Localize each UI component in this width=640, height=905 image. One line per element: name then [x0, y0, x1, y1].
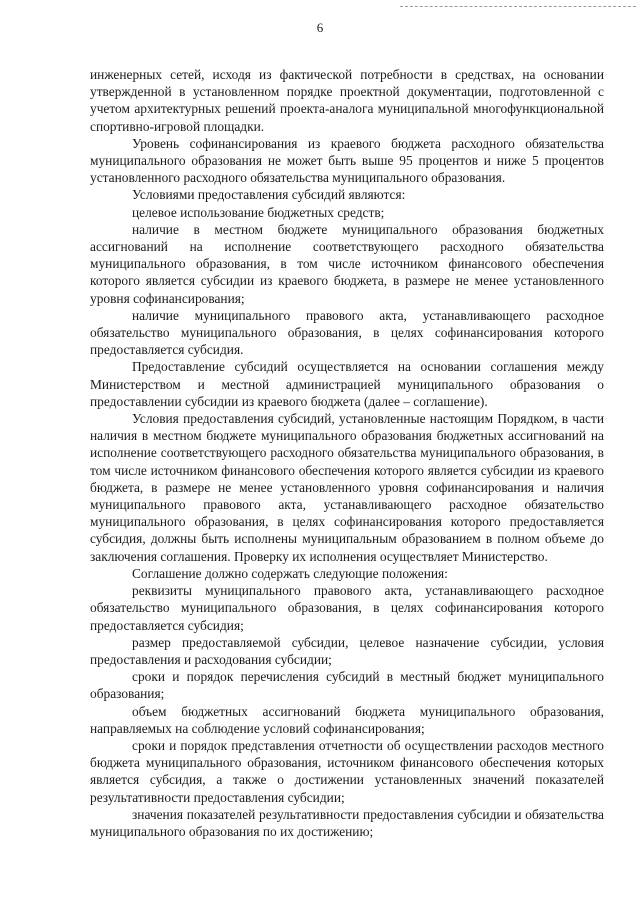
list-item: размер предоставляемой субсидии, целевое назначение субсидии, условия предоставления и расходования субсидии;: [90, 634, 604, 667]
paragraph: Условия предоставления субсидий, установленные настоящим Порядком, в части наличия в местном бюджете муниципального образования бюджетных ассигнований на исполнение соответствующего расходного обязательства муниципального образования, в том числе источником финансового обеспечения которого является субсидии из краевого бюджета, в размере не менее установленного уровня софинансирования и наличия муниципального правового акта, устанавливающего расходное обязательство муниципального образования, в целях софинансирования которого предоставляется субсидия, должны быть исполнены муниципальным образованием в полном объеме до заключения соглашения. Проверку их исполнения осуществляет Министерство.: [90, 411, 604, 564]
page-number: 6: [316, 20, 324, 35]
list-item: значения показателей результативности предоставления субсидии и обязательства муниципального образования по их достижению;: [90, 806, 604, 839]
list-item: сроки и порядок перечисления субсидий в местный бюджет муниципального образования;: [90, 669, 604, 702]
list-item: наличие в местном бюджете муниципального образования бюджетных ассигнований на исполнение соответствующего расходного обязательства муниципального образования, в том числе источником финансового обеспечения которого является субсидии из краевого бюджета, в размере не менее установленного уровня софинансирования;: [90, 221, 604, 306]
list-item: сроки и порядок представления отчетности об осуществлении расходов местного бюджета муниципального образования, источником финансового обеспечения которых является субсидия, а также о достижении установленных значений показателей результативности предоставления субсидии;: [90, 737, 604, 805]
paragraph: Соглашение должно содержать следующие положения:: [132, 565, 448, 581]
header-rule: [400, 6, 636, 7]
document-body: [90, 66, 604, 840]
list-item: объем бюджетных ассигнований бюджета муниципального образования, направляемых на соблюдение условий софинансирования;: [90, 703, 604, 736]
paragraph: Уровень софинансирования из краевого бюджета расходного обязательства муниципального образования не может быть выше 95 процентов и ниже 5 процентов установленного расходного обязательства муниципального образования.: [90, 135, 604, 186]
list-item: целевое использование бюджетных средств;: [132, 204, 385, 220]
paragraph: Предоставление субсидий осуществляется на основании соглашения между Министерством и местной администрацией муниципального образования о предоставлении субсидии из краевого бюджета (далее – соглашение).: [90, 359, 604, 409]
list-item: реквизиты муниципального правового акта, устанавливающего расходное обязательство муниципального образования, в целях софинансирования которого предоставляется субсидия;: [90, 583, 604, 633]
paragraph: Условиями предоставления субсидий являются:: [132, 187, 406, 203]
paragraph: инженерных сетей, исходя из фактической потребности в средствах, на основании утвержденной в установленном порядке проектной документации, подготовленной с учетом архитектурных решений проекта-аналога муниципальной многофункциональной спортивно-игровой площадки.: [90, 67, 604, 134]
list-item: наличие муниципального правового акта, устанавливающего расходное обязательство муниципального образования, в целях софинансирования которого предоставляется субсидия.: [90, 307, 604, 358]
